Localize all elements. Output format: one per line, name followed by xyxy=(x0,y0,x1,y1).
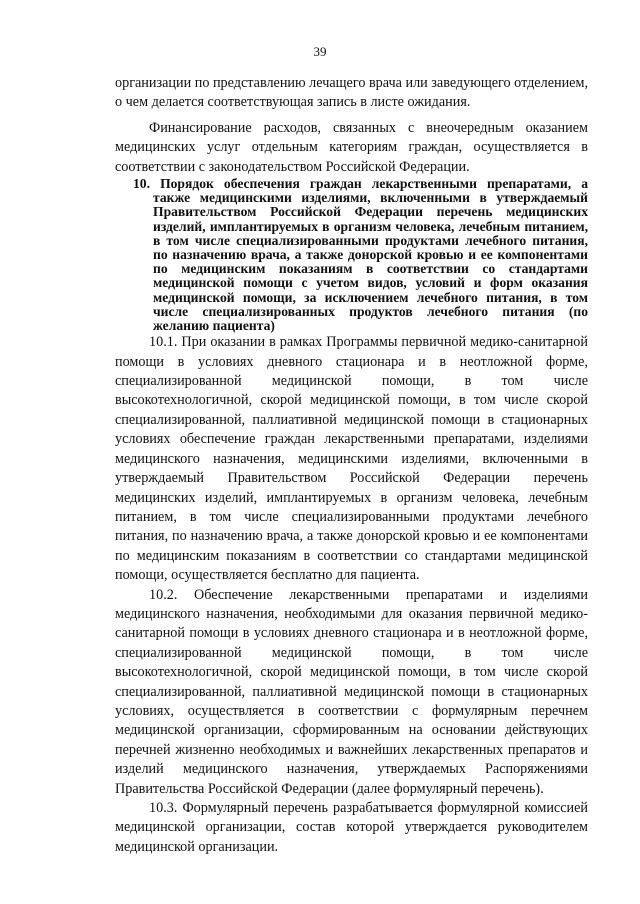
clause-10-3: 10.3. Формулярный перечень разрабатывается формулярной комиссией медицинской организации, состав которой утверждается руководителем медицинской организации. xyxy=(115,800,588,855)
paragraph-financing: Финансирование расходов, связанных с внеочередным оказанием медицинских услуг отдельным категориям граждан, осуществляется в соответствии с законодательством Российской Федерации. xyxy=(115,119,588,175)
clause-10-2: 10.2. Обеспечение лекарственными препаратами и изделиями медицинского назначения, необходимыми для оказания первичной медико-санитарной помощи в условиях дневного стационара и в неотложной форме, специализированной медицинской помощи, в том числе высокотехнологичной, скорой медицинской помощи, в том числе скорой специализированной, паллиативной медицинской помощи в стационарных условиях, осуществляется в соответствии с формулярным перечнем медицинской организации, сформированным на основании действующих перечней жизненно необходимых и важнейших лекарственных препаратов и изделий медицинского назначения, утверждаемых Распоряжениями Правительства Российской Федерации (далее формулярный перечень). xyxy=(115,586,588,797)
clause-10-1: 10.1. При оказании в рамках Программы первичной медико-санитарной помощи в условиях дневного стационара и в неотложной форме, специализированной медицинской помощи, в том числе высокотехнологичной, скорой медицинской помощи, в том числе скорой специализированной, паллиативной медицинской помощи в стационарных условиях обеспечение граждан лекарственными препаратами, изделиями медицинского назначения, медицинскими изделиями, включенными в утверждаемый Правительством Российской Федерации перечень медицинских изделий, имплантируемых в организм человека, лечебным питанием, в том числе специализированными продуктами лечебного питания, по назначению врача, а также донорской кровью и ее компонентами по медицинским показаниям в соответствии со стандартами медицинской помощи, осуществляется бесплатно для пациента. xyxy=(115,334,588,584)
paragraph-continuation: организации по представлению лечащего врача или заведующего отделением, о чем делается соответствующая запись в листе ожидания. xyxy=(115,75,588,111)
page-number: 39 xyxy=(313,44,327,59)
section-title: Порядок обеспечения граждан лекарственными препаратами, а также медицинскими изделиями, включенными в утверждаемый Правительством Российской Федерации перечень медицинских изделий, имплантируемых в организм человека, лечебным питанием, в том числе специализированными продуктами лечебного питания, по назначению врача, а также донорской кровью и ее компонентами по медицинским показаниям в соответствии со стандартами медицинской помощи с учетом видов, условий и форм оказания медицинской помощи, за исключением лечебного питания, в том числе специализированных продуктов лечебного питания (по желанию пациента) xyxy=(153,176,588,334)
section-heading xyxy=(115,177,588,333)
section-number: 10. xyxy=(133,176,150,192)
document-body xyxy=(115,74,588,857)
